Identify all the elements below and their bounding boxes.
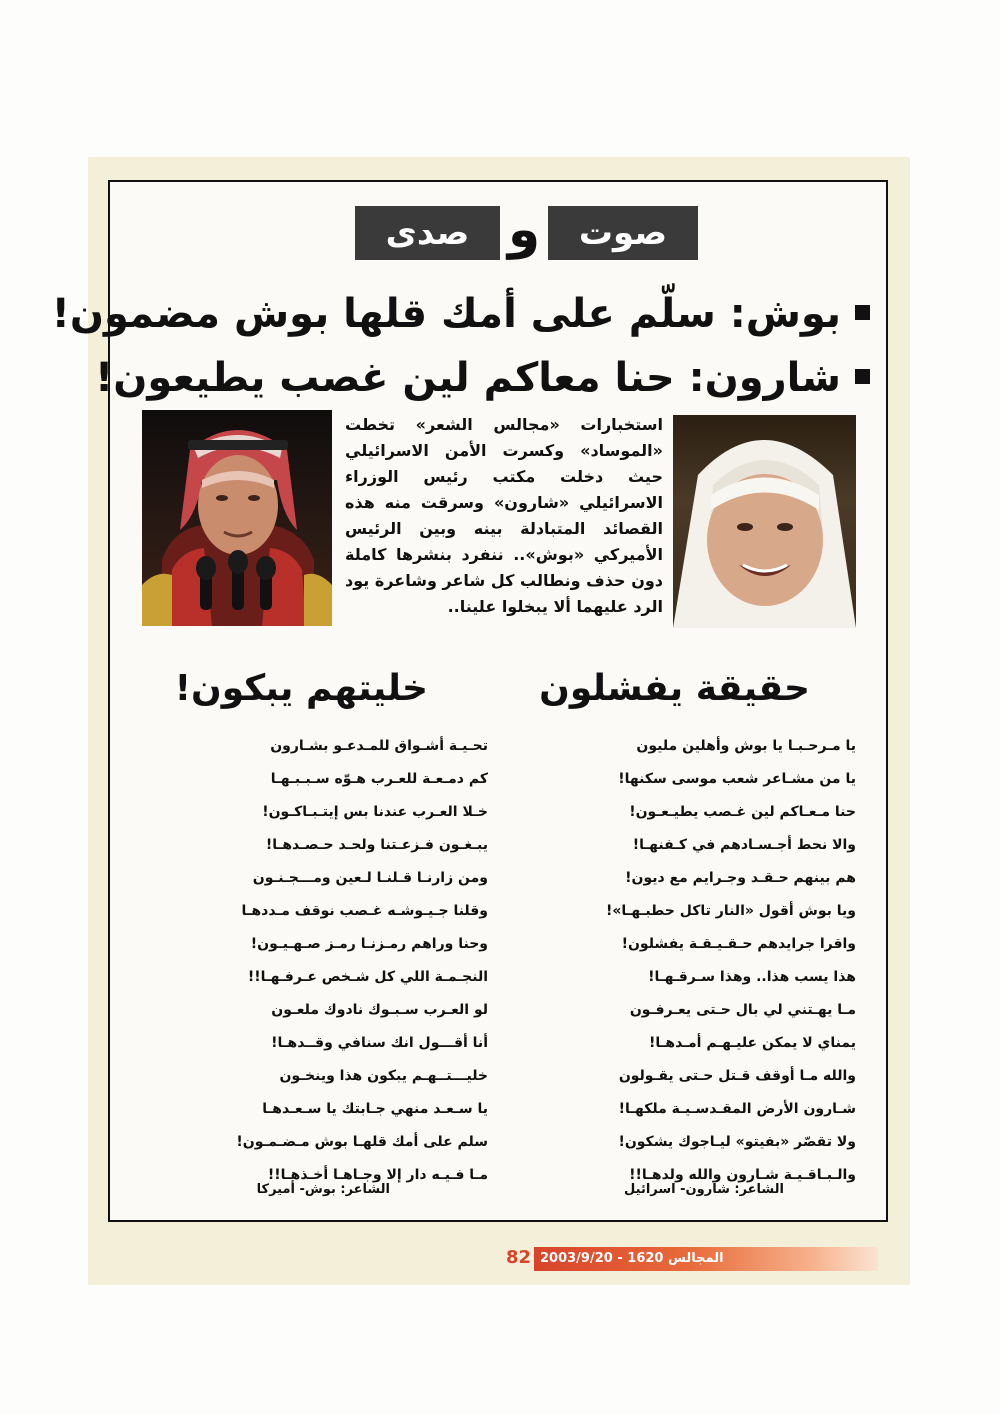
- poem-line: خليـــتــهـم يبكون هذا وينخـون: [279, 1068, 488, 1084]
- sharon-portrait-illustration: [673, 415, 856, 628]
- poem-line: يمناي لا يمكن عليـهـم أمـدهـا!: [648, 1035, 856, 1051]
- photo-sharon: [673, 415, 856, 628]
- poem-line: لو العـرب سـبـوك نادوك ملعـون: [271, 1002, 488, 1018]
- poem-line: يا مـرحـبـا يا بوش وأهلين مليون: [636, 738, 856, 754]
- poem-line: تحـيـة أشـواق للمـدعـو بشـارون: [270, 738, 488, 754]
- bullet-square-icon: [855, 369, 870, 384]
- poem-line: وحنا وراهم رمـزنـا رمـز صـهـيـون!: [250, 936, 488, 952]
- poem-line: شـارون الأرض المقـدسـيـة ملكهـا!: [618, 1101, 856, 1117]
- poem-title-bush: خليتهم يبكون!: [174, 668, 428, 709]
- poem-line: والا نحط أجـسـادهم في كـفنهـا!: [632, 837, 856, 853]
- poem-line: النجـمـة اللي كل شـخص عـرفـهـا!!: [247, 969, 488, 985]
- poem-sharon: [526, 730, 856, 1192]
- headline-bush: [52, 286, 870, 342]
- poem-line: يا سـعـد منهي جـابتك يا سـعـدهـا: [262, 1101, 488, 1117]
- poem-bush: [138, 730, 488, 1192]
- poem-line: والله مـا أوقف قـتل حـتى يقـولون: [618, 1068, 856, 1084]
- section-banner: [0, 198, 1000, 262]
- banner-word-sawt: صوت: [548, 206, 698, 260]
- poem-line: يبـغـون فـزعـتنا ولحـد حـصـدهـا!: [265, 837, 488, 853]
- bush-portrait-illustration: [142, 410, 332, 626]
- headline-sharon: [95, 350, 870, 406]
- poet-credit-sharon: الشاعر: شارون- اسرائيل: [624, 1182, 784, 1197]
- poem-line: وقلنا جـيـوشـه غـصب نوقف مـددهـا: [241, 903, 488, 919]
- page-number: 82: [506, 1247, 532, 1268]
- poem-line: كم دمـعـة للعـرب هـوّه سـبـبـهـا: [270, 771, 488, 787]
- poem-line: هذا يسب هذا.. وهذا سـرقـهـا!: [648, 969, 856, 985]
- banner-word-wa: و: [507, 200, 541, 260]
- poem-line: ولا تقصّر «بفيتو» ليـاجوك يشكون!: [618, 1134, 856, 1150]
- poem-line: هم بينهم حـقـد وجـرايم مع ديون!: [625, 870, 856, 886]
- poem-line: واقرا جرايدهم حـقـيـقـة يفشلون!: [621, 936, 856, 952]
- poem-line: والـبـاقـيـة شـارون والله ولدهـا!!: [629, 1167, 856, 1183]
- poem-line: يا من مشـاعر شعب موسى سكنها!: [618, 771, 856, 787]
- poem-line: خـلا العـرب عندنا بس إيتـبـاكـون!: [262, 804, 488, 820]
- headline-bush-text: بوش: سلّم على أمك قلها بوش مضمون!: [51, 291, 841, 337]
- poem-line: حنا مـعـاكم لين غـصب يطيـعـون!: [629, 804, 856, 820]
- bullet-square-icon: [855, 305, 870, 320]
- poem-line: سلم على أمك قلهـا بوش مـضـمـون!: [236, 1134, 488, 1150]
- poem-line: ومن زارنـا قـلنـا لـعين ومـــجـنـون: [252, 870, 488, 886]
- poem-line: مـا يهـتني لي بال حـتى يعـرفـون: [629, 1002, 856, 1018]
- poet-credit-bush: الشاعر: بوش- أميركا: [256, 1182, 390, 1197]
- footer-issue: المجالس 1620 - 2003/9/20: [540, 1251, 724, 1266]
- headline-sharon-text: شارون: حنا معاكم لين غصب يطيعون!: [95, 355, 841, 401]
- poem-line: أنا أقـــول انك سنافي وقــدهـا!: [271, 1035, 488, 1051]
- banner-word-sada: صدى: [355, 206, 500, 260]
- poem-title-sharon: حقيقة يفشلون: [539, 668, 810, 709]
- poem-line: ويا بوش أقول «النار تاكل حطبـهـا»!: [605, 903, 856, 919]
- intro-paragraph: استخبارات «مجالس الشعر» تخطت «الموساد» وكسرت الأمن الاسرائيلي حيث دخلت مكتب رئيس الوزراء الاسرائيلي «شارون» وسرقت منه هذه القصائد المتبادلة بينه وبين الرئيس الأميركي «بوش».. ننفرد بنشرها كاملة دون حذف ونطالب كل شاعر وشاعرة يود الرد عليهما ألا يبخلوا علينا..: [345, 415, 663, 616]
- photo-bush: [142, 410, 332, 626]
- poem-line: مـا فـيـه دار إلا وجـاهـا أخـذهـا!!: [267, 1167, 488, 1183]
